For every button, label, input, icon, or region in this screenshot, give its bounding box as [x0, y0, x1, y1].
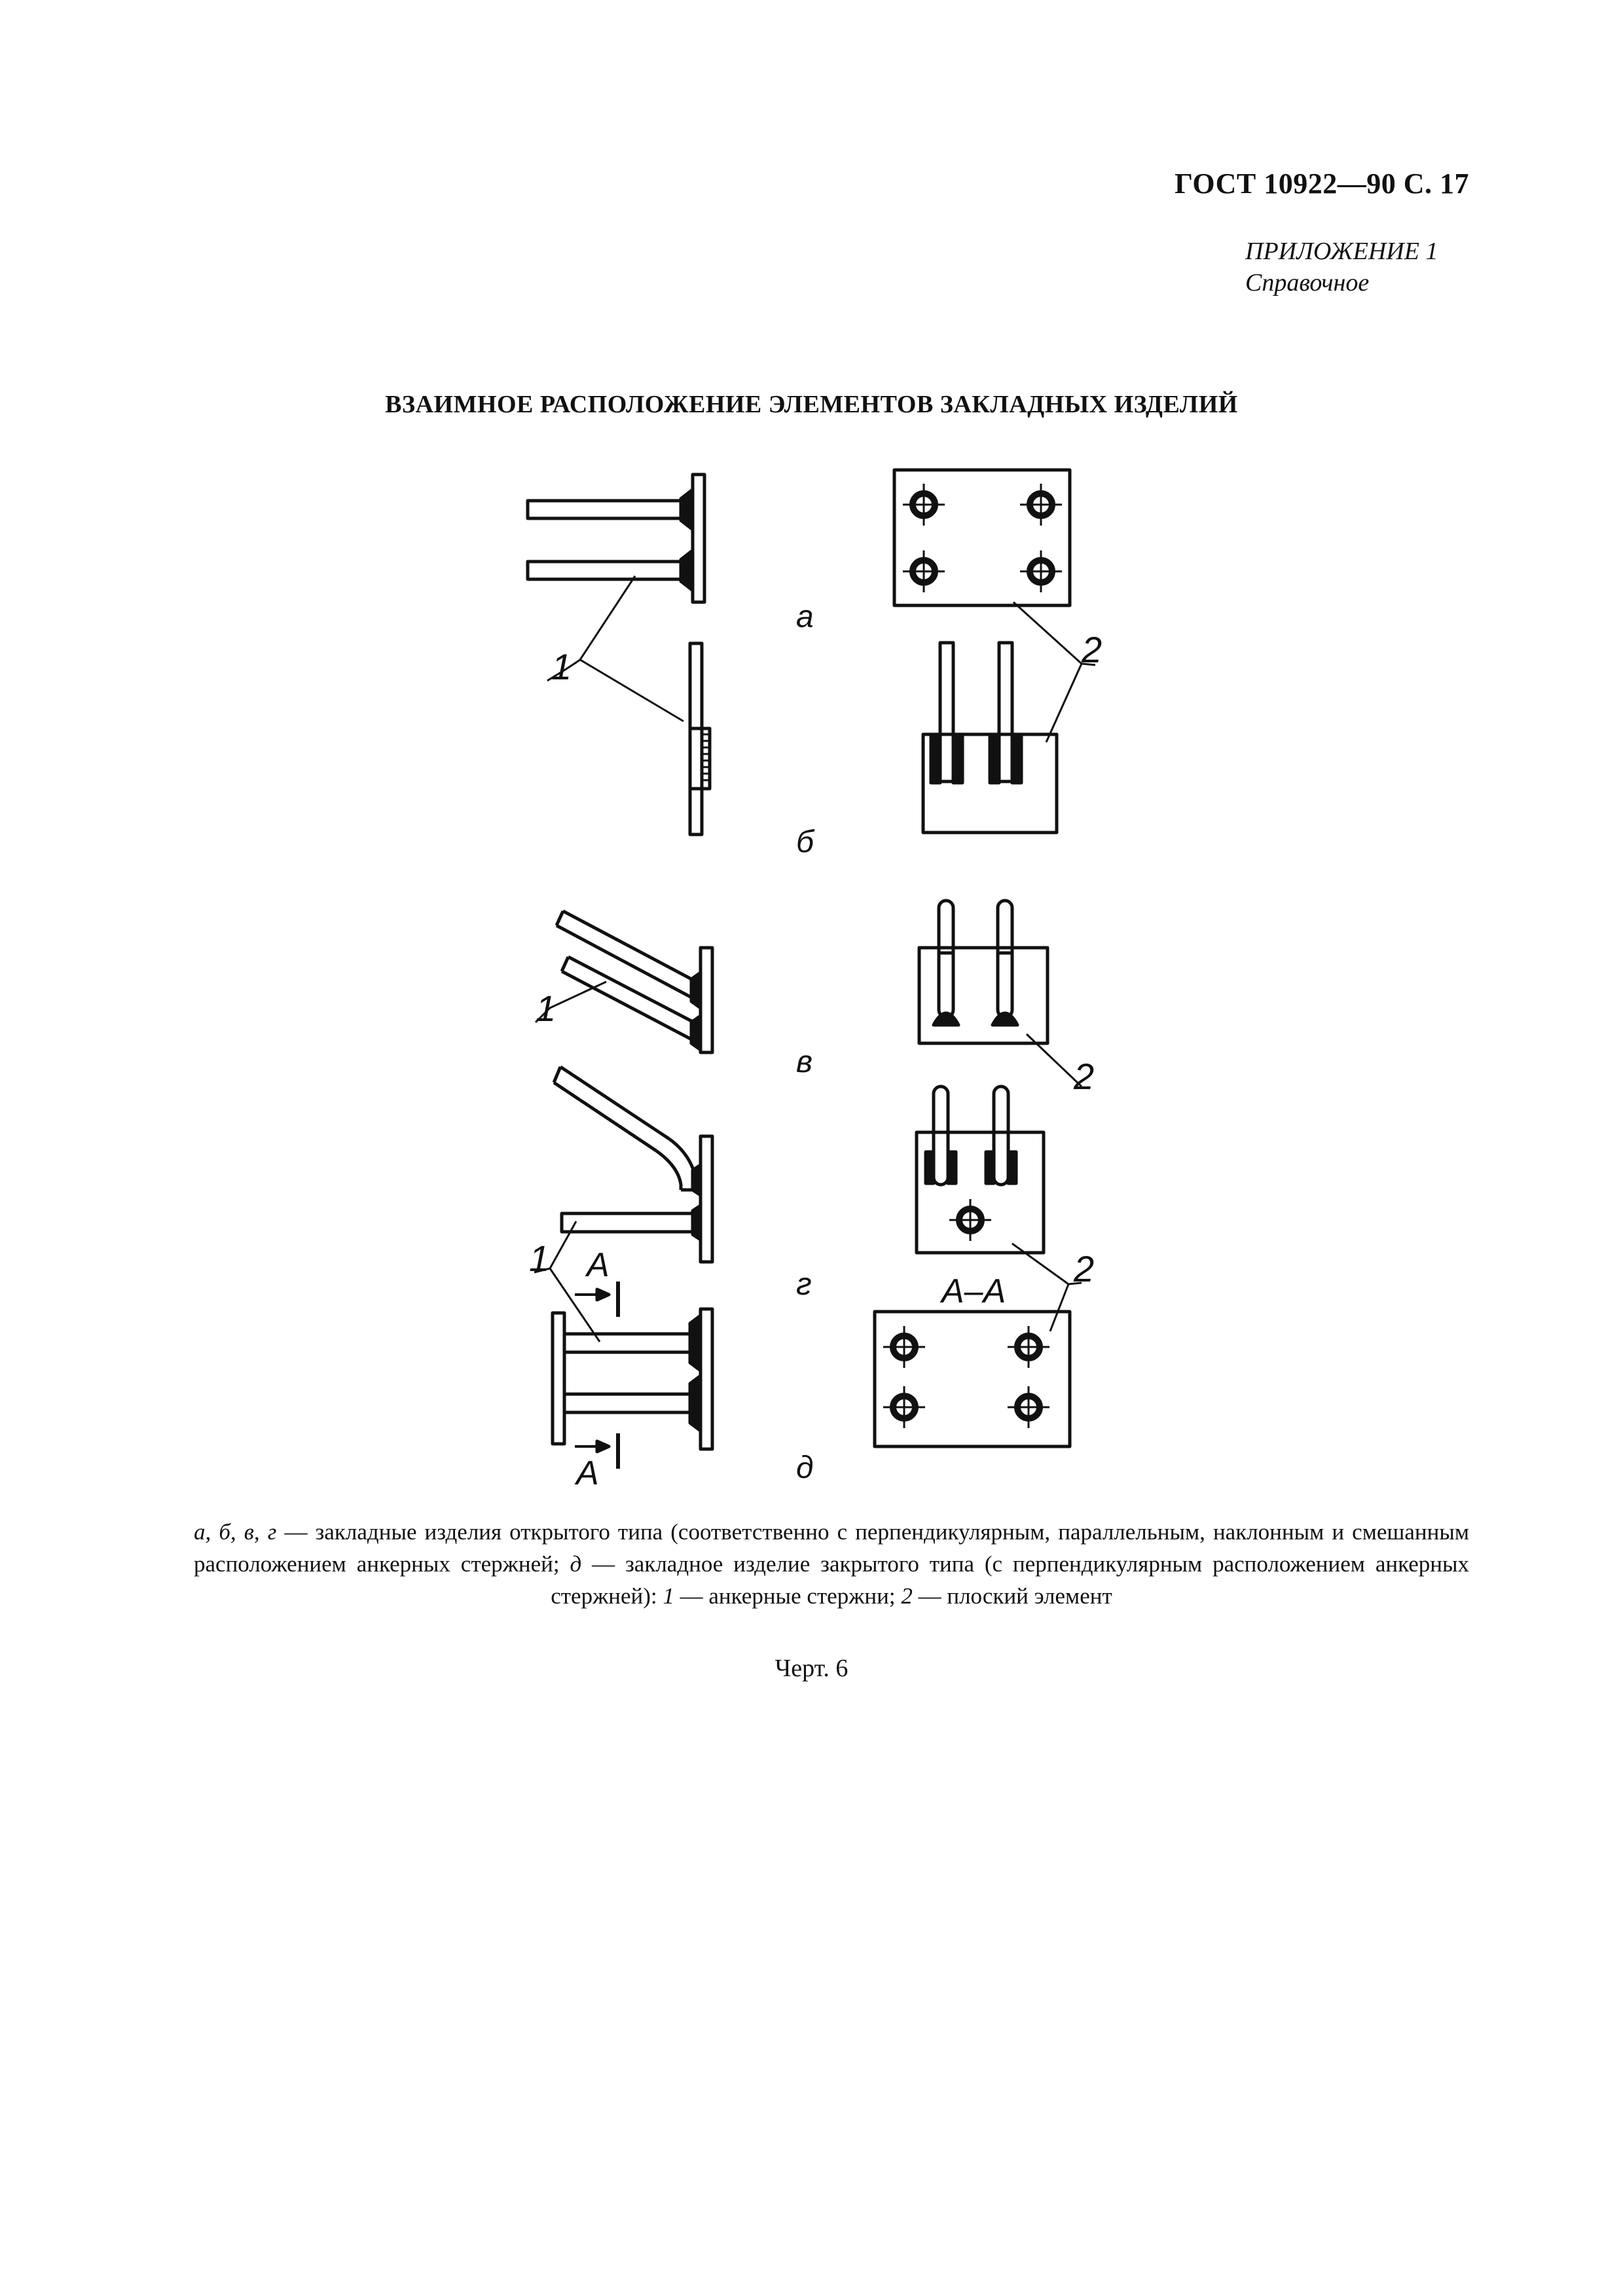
figure-v-side [556, 911, 712, 1052]
figure-a-front [894, 470, 1070, 605]
section-mark-top: А [587, 1246, 610, 1284]
label-g: г [796, 1267, 812, 1302]
caption-letters-open: а, б, в, г [194, 1519, 277, 1545]
caption-num-2: 2 [901, 1583, 913, 1609]
figure-b-front [923, 643, 1057, 833]
figure-d-side [553, 1282, 712, 1469]
caption-plate: — плоский элемент [912, 1583, 1112, 1609]
figure-a-side [528, 475, 704, 602]
caption-closed-type: — закладное изделие закрытого типа (с перпендикулярным расположением анкерных стержней): [551, 1551, 1470, 1609]
ref-2-v: 2 [1074, 1056, 1095, 1097]
page-title: ВЗАИМНОЕ РАСПОЛОЖЕНИЕ ЭЛЕМЕНТОВ ЗАКЛАДНЫХ ИЗДЕЛИЙ [385, 391, 1238, 418]
figure-g-front [917, 1086, 1044, 1253]
figure-b-side [690, 643, 710, 834]
ref-1-g: 1 [529, 1238, 550, 1279]
caption-open-type: — закладные изделия открытого типа (соответственно с перпендикулярным, параллельным, наклонным и смешанным расположением анкерных стержней; [194, 1519, 1469, 1577]
label-a: а [796, 600, 814, 634]
ref-2-a: 2 [1082, 629, 1103, 670]
ref-1-a: 1 [551, 646, 572, 687]
caption-anchors: — анкерные стержни; [674, 1583, 902, 1609]
appendix-type: Справочное [1245, 269, 1370, 296]
caption-num-1: 1 [663, 1583, 674, 1609]
caption-letter-closed: д [570, 1551, 582, 1577]
ref-1-v: 1 [536, 988, 556, 1029]
figure-d-section [875, 1312, 1070, 1446]
label-d: д [796, 1450, 814, 1485]
figure-v-front [919, 901, 1048, 1043]
label-v: в [796, 1045, 813, 1079]
appendix-label: ПРИЛОЖЕНИЕ 1 [1245, 238, 1438, 265]
ref-2-g: 2 [1074, 1248, 1095, 1289]
section-view-label: А–А [941, 1272, 1006, 1310]
figure-g-side [554, 1067, 712, 1262]
standard-header: ГОСТ 10922—90 С. 17 [1174, 168, 1469, 200]
figure-number: Черт. 6 [775, 1655, 848, 1682]
section-mark-bottom: А [576, 1454, 599, 1492]
label-b: б [796, 825, 814, 859]
figure-caption [194, 1516, 1469, 1612]
